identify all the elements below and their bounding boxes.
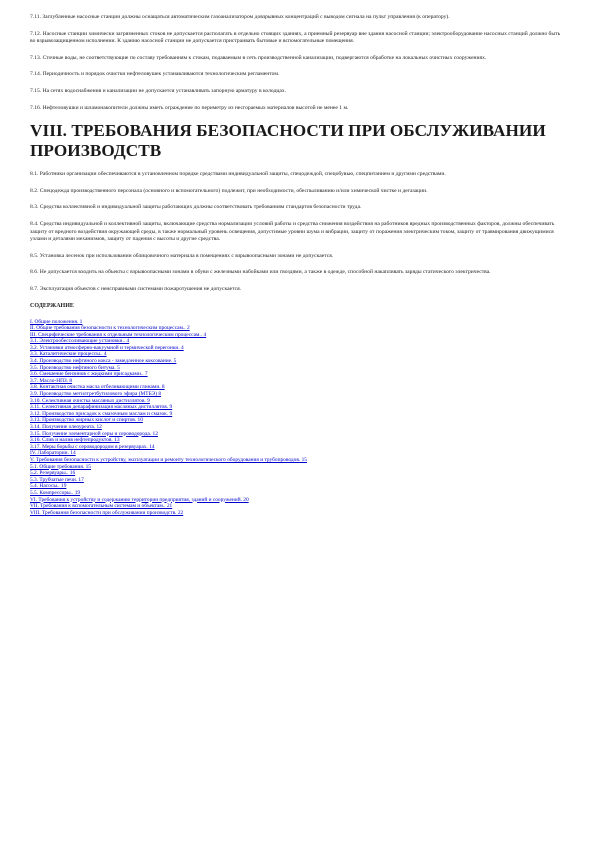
toc-item xyxy=(30,510,566,517)
toc-item xyxy=(30,450,566,457)
toc-link[interactable]: 5.3. Трубчатые печи. 17 xyxy=(30,476,84,483)
toc-link[interactable]: 3.4. Производство нефтяного кокса - замедленное коксование. 5 xyxy=(30,358,177,365)
section-seven-paragraph: 7.12. Насосные станции химически загрязненных стоков не допускается располагать в отдельно стоящих зданиях, а приемный резервуар вне здания насосной станции; электрооборудование насосных станций должно быть во взрывозащищенном исполнении. К зданию насосной станции не допускается пристраивать бытовые и вспомогательные помещения. xyxy=(30,30,561,45)
toc-link[interactable]: VII. Требования к вспомогательным системам и объектам.. 21 xyxy=(30,503,173,510)
toc-item xyxy=(30,424,566,431)
toc-link[interactable]: 5.2. Резервуары.. 16 xyxy=(30,470,76,477)
section-eight-paragraph: 8.4. Средства индивидуальной и коллективной защиты, включающие средства нормализации условий работы и средства снижения воздействия на работников вредных производственных факторов, должны обеспечивать защиту от вредного воздействия окружающей среды, в также нормальный уровень освещения, допустимые уровни шума и вибрации, защиту от поражения электрическим током, защиту от травмирования движущимися узлами и деталями механизмов, защиту от падения с высоты и другие средства. xyxy=(30,220,555,243)
section-eight-paragraphs xyxy=(30,171,566,293)
toc-item xyxy=(30,358,566,365)
toc-item xyxy=(30,483,566,490)
section-seven-paragraph: 7.14. Периодичность и порядок очистки нефтеловушек устанавливаются технологическим регламентом. xyxy=(30,71,280,78)
toc-link[interactable]: 3.16. Слив и налив нефтепродуктов. 13 xyxy=(30,437,120,444)
section-seven-paragraph: 7.11. Заглубленные насосные станции должны оснащаться автоматическим газоанализатором довзрывных концентраций с выводом сигнала на пульт управления (к оператору). xyxy=(30,14,450,20)
toc-item xyxy=(30,338,566,345)
section-eight-paragraph: 8.7. Эксплуатация объектов с неисправными системами пожаротушения не допускается. xyxy=(30,285,242,292)
section-eight-paragraph: 8.5. Установка лесенок при использовании облицовочного материала в помещениях с взрывоопасными зонами не допускается. xyxy=(30,252,334,259)
toc-item xyxy=(30,457,566,464)
toc-link[interactable]: V. Требования безопасности к устройству, эксплуатации и ремонту технологического оборудования и трубопроводов. 15 xyxy=(30,456,307,463)
section-seven-paragraph: 7.15. На сетях водоснабжения и канализации не допускается устанавливать запорную арматуру в колодцах. xyxy=(30,87,287,94)
toc-item xyxy=(30,470,566,477)
section-seven-paragraph: 7.13. Сточные воды, не соответствующие по составу требованиям к стокам, подаваемым в сеть производственной канализации, подвергаются обработке на локальных очистных сооружениях. xyxy=(30,54,487,61)
toc-link[interactable]: VIII. Требования безопасности при обслуживании производств. 22 xyxy=(30,509,184,516)
section-eight-paragraph: 8.3. Средства коллективной и индивидуальной защиты работающих должны соответствовать требованиям стандартов безопасности труда. xyxy=(30,204,362,211)
toc-link[interactable]: 3.11. Селективная депарафинизация масляных дистиллятов. 9 xyxy=(30,404,173,411)
toc-link[interactable]: 3.6. Смешение бензинов с жидкими присадками.. 7 xyxy=(30,371,148,378)
toc-item xyxy=(30,444,566,451)
toc-link[interactable]: I. Общие положения. 1 xyxy=(30,318,83,325)
section-heading: VIII. ТРЕБОВАНИЯ БЕЗОПАСНОСТИ ПРИ ОБСЛУЖИВАНИИ ПРОИЗВОДСТВ xyxy=(30,121,546,161)
toc-item xyxy=(30,391,566,398)
document-page xyxy=(30,14,566,516)
toc-item xyxy=(30,404,566,411)
toc-link[interactable]: III. Специфические требования к отдельным технологическим процессам.. 4 xyxy=(30,331,207,338)
section-eight-paragraph: 8.1. Работники организации обеспечиваются в установленном порядке средствами индивидуальной защиты, спецодеждой, спецобувью, спецпитанием и другими средствами. xyxy=(30,171,446,178)
toc-link[interactable]: 3.14. Получение олеоуреата. 12 xyxy=(30,424,102,430)
toc-link[interactable]: 3.1. Электрообессоливающие установки.. 4 xyxy=(30,338,130,345)
table-of-contents xyxy=(30,319,566,517)
section-seven-paragraph: 7.16. Нефтеловушки и шламонакопители должны иметь ограждение по периметру из несгораемых материалов высотой не менее 1 м. xyxy=(30,104,349,111)
toc-item xyxy=(30,464,566,471)
toc-link[interactable]: 3.13. Производство жирных кислот и спиртов. 10 xyxy=(30,417,143,424)
toc-item xyxy=(30,437,566,444)
toc-link[interactable]: 3.2. Установки атмосферно-вакуумной и термической перегонки. 4 xyxy=(30,344,184,351)
section-eight-paragraph: 8.2. Спецодежда производственного персонала (основного и вспомогательного) подлежит, при необходимости, обеспыливанию и/или химической чистке и дегазации. xyxy=(30,187,428,194)
toc-item xyxy=(30,417,566,424)
toc-item xyxy=(30,345,566,352)
toc-link[interactable]: 3.17. Меры борьбы с сероводородом в резервуарах. 14 xyxy=(30,443,155,450)
toc-title: СОДЕРЖАНИЕ xyxy=(30,302,74,309)
section-seven-paragraphs xyxy=(30,14,566,112)
toc-link[interactable]: II. Общие требования безопасности к технологическим процессам.. 2 xyxy=(30,325,190,332)
toc-item xyxy=(30,325,566,332)
toc-link[interactable]: 3.8. Контактная очистка масла отбеливающими глинами. 8 xyxy=(30,384,165,391)
toc-link[interactable]: 5.5. Компрессоры.. 19 xyxy=(30,489,81,496)
toc-link[interactable]: 5.4. Насосы.. 19 xyxy=(30,483,67,490)
toc-link[interactable]: 3.9. Производство метилтретбутилового эфира (МТБЭ) 8 xyxy=(30,391,162,398)
toc-item xyxy=(30,411,566,418)
toc-item xyxy=(30,371,566,378)
toc-link[interactable]: 3.10. Селективная очистка масляных дистиллятов. 9 xyxy=(30,397,150,404)
toc-link[interactable]: VI. Требования к устройству и содержанию территории предприятия, зданий и сооружений. 20 xyxy=(30,496,249,503)
toc-link[interactable]: 3.3. Каталитические процессы.. 4 xyxy=(30,351,107,358)
section-eight-paragraph: 8.6. Не допускается входить на объекты с взрывоопасными зонами в обуви с железными набойками или гвоздями, а также в одежде, способной накапливать заряды статического электричества. xyxy=(30,269,491,276)
toc-link[interactable]: 3.15. Получение элементарной серы и сероводорода. 12 xyxy=(30,430,158,437)
toc-link[interactable]: 3.5. Производство нефтяного битума. 5 xyxy=(30,364,120,371)
toc-item xyxy=(30,490,566,497)
toc-link[interactable]: 3.12. Производство присадок к смазочным маслам и смазок. 9 xyxy=(30,410,173,417)
toc-item xyxy=(30,477,566,484)
toc-link[interactable]: 5.1. Общие требования. 15 xyxy=(30,463,91,470)
toc-item xyxy=(30,503,566,510)
toc-link[interactable]: 3.7. Масло-НПЗ. 8 xyxy=(30,377,73,384)
toc-link[interactable]: IV. Лаборатории. 14 xyxy=(30,450,76,457)
